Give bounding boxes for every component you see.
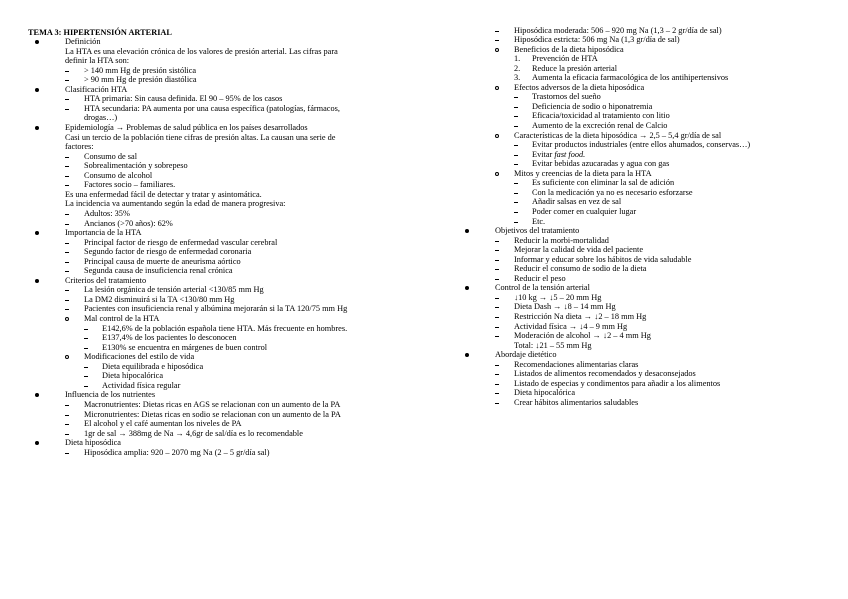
line-text: Prevención de HTA [532,54,598,64]
line-text: Mitos y creencias de la dieta para la HTA [514,168,652,178]
dash-bullet-icon [65,300,69,301]
dash-bullet-icon [84,329,88,330]
line-text: drogas…) [84,113,118,123]
line-text: ↓10 kg → ↓5 – 20 mm Hg [514,292,602,302]
line-text: Reducir el peso [514,273,566,283]
dash-bullet-icon [65,405,69,406]
line-text: Restricción Na dieta → ↓2 – 18 mm Hg [514,312,647,321]
line-text: E137,4% de los pacientes lo desconocen [102,333,237,343]
dash-bullet-icon [495,241,499,242]
line-text: Aumento de la excreción renal de Calcio [532,121,668,130]
line-text: Listado de especias y condimentos para añadir a los alimentos [514,378,721,388]
line-text: Mejorar la calidad de vida del paciente [514,245,643,255]
line-text: Crear hábitos alimentarios saludables [514,397,639,407]
line-text: Micronutrientes: Dietas ricas en sodio se relacionan con un aumento de la PA [84,409,341,419]
line-text: Eficacia/toxicidad al tratamiento con litio [532,111,670,121]
line-text: > 90 mm Hg de presión diastólica [84,75,197,85]
line-text: factores: [65,142,94,152]
line-text: Añadir salsas en vez de sal [532,197,622,207]
list-number: 1. [514,54,521,64]
line-text: Ancianos (>70 años): 62% [84,218,173,228]
line-text: Adultos: 35% [84,208,130,218]
line-text: La lesión orgánica de tensión arterial <130/85 mm Hg [84,285,264,295]
line-text: Etc. [532,216,546,226]
line-text: Moderación de alcohol → ↓2 – 4 mm Hg [514,331,651,341]
line-text: Segundo factor de riesgo de enfermedad coronaria [84,247,252,257]
line-text: HTA secundaria: PA aumenta por una causa específica (patologías, fármacos, [84,103,340,113]
dash-bullet-icon [495,365,499,366]
dash-bullet-icon [84,376,88,377]
line-text: Consumo de alcohol [84,170,153,180]
line-text: Factores socio – familiares. [84,180,176,190]
line-text: Epidemiología → Problemas de salud pública en los países desarrollados [65,123,308,132]
line-text: Actividad física regular [102,380,181,390]
line-text: Dieta Dash → ↓8 – 14 mm Hg [514,302,616,312]
bullet-icon [35,393,39,397]
line-text: E142,6% de la población española tiene HTA. Más frecuente en hombres. [102,323,348,333]
dash-bullet-icon [65,99,69,100]
bullet-icon [35,88,39,92]
line-text: definir la HTA son: [65,56,130,66]
line-text: Definición [65,37,101,47]
circle-bullet-icon [495,48,499,52]
bullet-icon [35,279,39,283]
line-text: Clasificación HTA [65,84,128,94]
line-text: Modificaciones del estilo de vida [84,352,195,362]
line-text: Recomendaciones alimentarias claras [514,359,639,369]
line-text: Objetivos del tratamiento [495,226,580,236]
dash-bullet-icon [495,317,499,318]
line-text: Importancia de la HTA [65,228,142,238]
line-text: Consumo de sal [84,151,138,161]
line-text: Listados de alimentos recomendados y desaconsejados [514,369,696,379]
line-text: HTA primaria: Sin causa definida. El 90 – 95% de los casos [84,94,283,104]
line-text: Macronutrientes: Dietas ricas en AGS se relacionan con un aumento de la PA [84,399,341,409]
dash-bullet-icon [495,40,499,41]
dash-bullet-icon [65,309,69,310]
line-text: Características de la dieta hiposódica → 2,5 – 5,4 gr/día de sal [514,130,722,140]
dash-bullet-icon [495,403,499,404]
circle-bullet-icon [65,317,69,321]
line-text: Total: ↓21 – 55 mm Hg [514,340,592,350]
line-text: Hiposódica moderada: 506 – 920 mg Na (1,3 – 2 gr/día de sal) [514,25,722,35]
line-text: Control de la tensión arterial [495,283,590,293]
dash-bullet-icon [514,183,518,184]
dash-bullet-icon [65,109,69,110]
line-text: Sobrealimentación y sobrepeso [84,161,188,171]
line-text: > 140 mm Hg de presión sistólica [84,65,197,75]
dash-bullet-icon [84,338,88,339]
dash-bullet-icon [514,222,518,223]
dash-bullet-icon [65,224,69,225]
line-text: Poder comer en cualquier lugar [532,206,637,216]
line-text: Influencia de los nutrientes [65,390,156,400]
line-text: Beneficios de la dieta hiposódica [514,44,624,54]
dash-bullet-icon [65,176,69,177]
dash-bullet-icon [495,393,499,394]
line-text: La DM2 disminuirá si la TA <130/80 mm Hg [84,294,235,304]
bullet-icon [465,353,469,357]
list-number: 2. [514,63,521,73]
bullet-icon [465,229,469,233]
dash-bullet-icon [495,307,499,308]
dash-bullet-icon [495,336,499,337]
dash-bullet-icon [514,145,518,146]
line-text: Segunda causa de insuficiencia renal crónica [84,266,233,276]
dash-bullet-icon [495,327,499,328]
line-text: El alcohol y el café aumentan los niveles de PA [84,419,242,429]
line-text: Pacientes con insuficiencia renal y albúmina mejorarán si la TA 120/75 mm Hg [84,304,348,314]
dash-bullet-icon [495,269,499,270]
dash-bullet-icon [65,453,69,454]
line-text: Trastornos del sueño [532,92,601,102]
dash-bullet-icon [65,166,69,167]
circle-bullet-icon [495,86,499,90]
dash-bullet-icon [495,31,499,32]
dash-bullet-icon [65,214,69,215]
line-text: Actividad física → ↓4 – 9 mm Hg [514,321,628,331]
circle-bullet-icon [65,355,69,359]
dash-bullet-icon [65,271,69,272]
line-text: Criterios del tratamiento [65,275,147,285]
line-text: Dieta hipocalórica [102,371,164,381]
line-text: 1gr de sal → 388mg de Na → 4,6gr de sal/día es lo recomendable [84,428,303,438]
dash-bullet-icon [84,367,88,368]
dash-bullet-icon [65,185,69,186]
line-text: Mal control de la HTA [84,314,160,323]
dash-bullet-icon [495,260,499,261]
line-text: Deficiencia de sodio o hiponatremia [532,101,653,111]
line-text: Hiposódica estricta: 506 mg Na (1,3 gr/día de sal) [514,35,680,45]
line-text: Es suficiente con eliminar la sal de adición [532,178,675,188]
bullet-icon [35,441,39,445]
dash-bullet-icon [65,262,69,263]
dash-bullet-icon [65,424,69,425]
dash-bullet-icon [65,415,69,416]
emphasis-text: fast food. [554,149,586,159]
line-text: Dieta hiposódica [65,438,121,448]
dash-bullet-icon [514,202,518,203]
line-text: Efectos adversos de la dieta hiposódica [514,82,645,92]
line-text: Dieta hipocalórica [514,388,576,398]
line-text: Principal factor de riesgo de enfermedad vascular cerebral [84,237,278,247]
line-text: La incidencia va aumentando según la edad de manera progresiva: [65,199,286,209]
line-text: Dieta equilibrada e hiposódica [102,361,204,371]
line-text: Evitar bebidas azucaradas y agua con gas [532,159,670,169]
dash-bullet-icon [65,157,69,158]
dash-bullet-icon [65,434,69,435]
dash-bullet-icon [495,279,499,280]
line-text: Reduce la presión arterial [532,63,618,73]
dash-bullet-icon [514,97,518,98]
line-text: Reducir el consumo de sodio de la dieta [514,264,647,274]
line-text: Casi un tercio de la población tiene cifras de presión altas. La causan una serie de [65,132,336,142]
dash-bullet-icon [514,164,518,165]
line-text: Evitar productos industriales (entre ellos ahumados, conservas…) [532,140,751,150]
list-number: 3. [514,73,521,83]
bullet-icon [35,231,39,235]
line-text: Es una enfermedad fácil de detectar y tratar y asintomática. [65,189,262,199]
dash-bullet-icon [514,193,518,194]
line-text: TEMA 3: HIPERTENSIÓN ARTERIAL [28,27,172,37]
line-text: Aumenta la eficacia farmacológica de los antihipertensivos [532,73,729,83]
dash-bullet-icon [65,71,69,72]
dash-bullet-icon [84,386,88,387]
dash-bullet-icon [65,290,69,291]
line-text: Principal causa de muerte de aneurisma aórtico [84,256,241,266]
line-text: E130% se encuentra en márgenes de buen control [102,342,268,352]
dash-bullet-icon [495,384,499,385]
line-text: Informar y educar sobre los hábitos de vida saludable [514,254,692,264]
dash-bullet-icon [514,212,518,213]
line-text: La HTA es una elevación crónica de los valores de presión arterial. Las cifras para [65,46,338,56]
dash-bullet-icon [514,107,518,108]
dash-bullet-icon [495,298,499,299]
line-text: Hiposódica amplia: 920 – 2070 mg Na (2 – 5 gr/día sal) [84,447,270,457]
circle-bullet-icon [495,134,499,138]
dash-bullet-icon [84,348,88,349]
line-text: Abordaje dietético [495,350,557,360]
line-text: Reducir la morbi-mortalidad [514,235,609,245]
dash-bullet-icon [495,250,499,251]
bullet-icon [35,126,39,130]
bullet-icon [465,286,469,290]
dash-bullet-icon [65,252,69,253]
dash-bullet-icon [65,80,69,81]
line-text: Evitar fast food. [532,149,586,159]
circle-bullet-icon [495,172,499,176]
dash-bullet-icon [495,374,499,375]
dash-bullet-icon [514,116,518,117]
dash-bullet-icon [65,243,69,244]
bullet-icon [35,40,39,44]
dash-bullet-icon [514,126,518,127]
line-text: Con la medicación ya no es necesario esforzarse [532,187,693,197]
dash-bullet-icon [514,155,518,156]
